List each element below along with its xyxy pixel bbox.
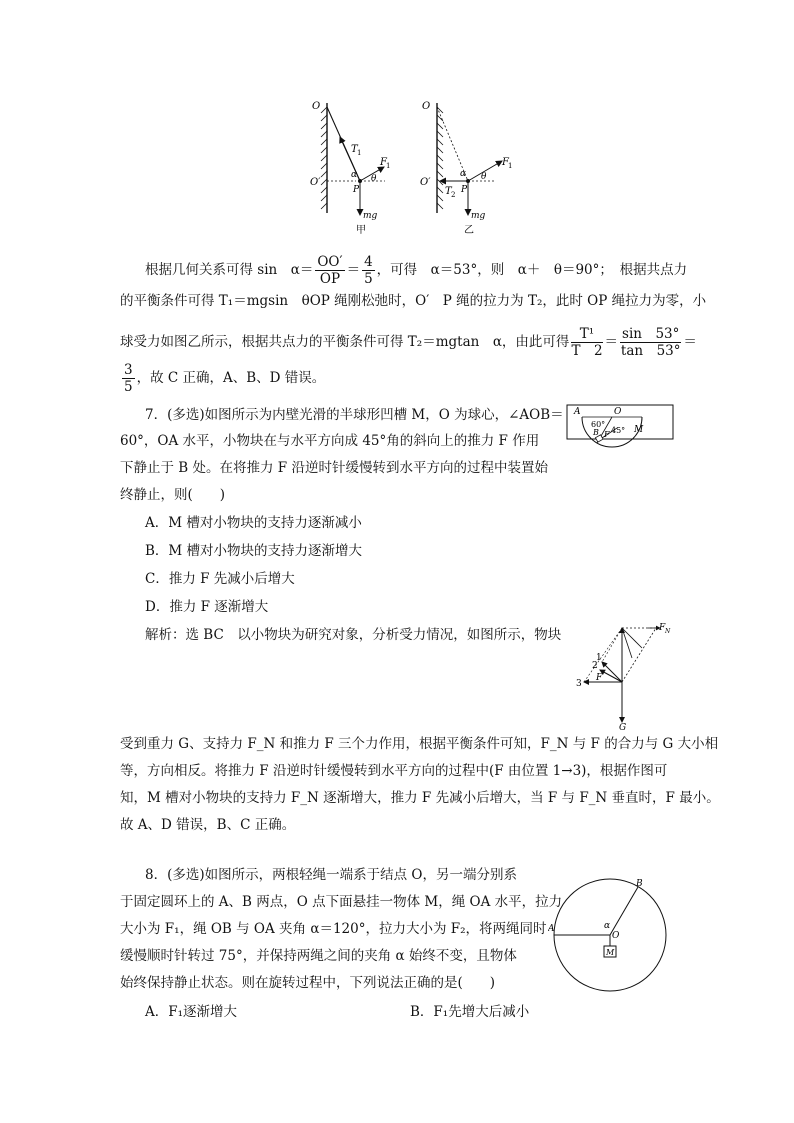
label-oprime: O′ bbox=[310, 177, 321, 188]
caption-yi: 乙 bbox=[464, 225, 474, 235]
label-theta: θ bbox=[371, 174, 377, 184]
q8-line5: 始终保持静止状态。则在旋转过程中，下列说法正确的是( ) bbox=[120, 975, 496, 991]
svg-text:O: O bbox=[614, 407, 622, 417]
svg-text:45°: 45° bbox=[611, 426, 626, 435]
q8-line1: 8．(多选)如图所示，两根轻绳一端系于结点 O，另一端分别系 bbox=[145, 867, 517, 883]
fraction: $\frac{\sin 53^\circ}{\tan 53^\circ}$ bbox=[620, 326, 681, 359]
label-a: A bbox=[548, 924, 555, 934]
svg-text:60°: 60° bbox=[591, 420, 606, 429]
para1-line3: 球受力如图乙所示，根据共点力的平衡条件可得 T₂＝mgtan α，由此可得 $\frac{\text{T¹}}{T 2}$ ＝ $\frac{\sin 53^\circ}{\tan 53^\circ}$ ＝ bbox=[120, 326, 697, 359]
para1-line1: 根据几何关系可得 sin α＝ $\frac{OO'}{OP}$ ＝ $\frac{4}{5}$ ，可得 α＝53°，则 α＋ θ＝90°； 根据共点力 bbox=[145, 254, 688, 287]
sol7-line4: 故 A、D 错误，B、C 正确。 bbox=[120, 817, 296, 833]
label-f1: F bbox=[380, 157, 387, 168]
q7-line4: 终静止，则( ) bbox=[120, 487, 226, 503]
label-t2: T bbox=[445, 186, 452, 197]
figure-yi bbox=[410, 95, 525, 235]
label-alpha: α bbox=[604, 921, 611, 931]
label-alpha: α bbox=[460, 169, 467, 179]
label-mg: mg bbox=[471, 211, 486, 221]
f-position-2 bbox=[600, 670, 622, 682]
svg-text:N: N bbox=[665, 628, 671, 635]
fraction: $\frac{3}{5}$ bbox=[124, 362, 133, 395]
figure-q8-ring bbox=[548, 876, 684, 998]
point-p bbox=[466, 179, 470, 183]
sol7-line3: 知，M 槽对小物块的支持力 F_N 逐渐增大，推力 F 先减小后增大，当 F 与 F_N 垂直时，F 最小。 bbox=[120, 790, 720, 806]
svg-text:B: B bbox=[593, 428, 599, 437]
label-mg: mg bbox=[363, 211, 378, 221]
label-m: M bbox=[606, 948, 615, 957]
svg-text:M: M bbox=[634, 425, 644, 435]
fraction: $\frac{\text{T¹}}{T 2}$ bbox=[571, 326, 603, 359]
q8-line4: 缓慢顺时针转过 75°，并保持两绳之间的夹角 α 始终不变，且物体 bbox=[120, 948, 517, 964]
fraction: $\frac{4}{5}$ bbox=[364, 254, 373, 287]
q7-line3: 下静止于 B 处。在将推力 F 沿逆时针缓慢转到水平方向的过程中装置始 bbox=[120, 460, 548, 476]
q7-option-a: A．M 槽对小物块的支持力逐渐减小 bbox=[145, 515, 362, 531]
q8-line3: 大小为 F₁，绳 OB 与 OA 夹角 α＝120°，拉力大小为 F₂，将两绳同时 bbox=[120, 921, 547, 937]
svg-text:2: 2 bbox=[451, 191, 456, 199]
label-2: 2 bbox=[592, 661, 598, 671]
figure-sol7-forces bbox=[570, 618, 680, 730]
label-p: P bbox=[353, 185, 360, 195]
label-3: 3 bbox=[576, 679, 582, 689]
figure-q7-hemisphere bbox=[562, 400, 682, 442]
fn-direction bbox=[622, 628, 656, 682]
svg-text:A: A bbox=[574, 407, 581, 417]
sol7-line2: 等，方向相反。将推力 F 沿逆时针缓慢转到水平方向的过程中(F 由位置 1→3)，根据作图可 bbox=[120, 763, 668, 779]
fraction: $\frac{OO'}{OP}$ bbox=[317, 254, 343, 287]
figure-jia bbox=[300, 95, 410, 235]
label-1: 1 bbox=[596, 653, 602, 663]
svg-text:1: 1 bbox=[386, 162, 391, 170]
q8-option-a: A．F₁逐渐增大 bbox=[145, 1004, 238, 1020]
label-f1: F bbox=[502, 157, 509, 168]
label-o: O bbox=[312, 101, 321, 112]
label-alpha: α bbox=[351, 170, 358, 180]
label-oprime: O′ bbox=[420, 177, 431, 188]
q8-option-b: B．F₁先增大后减小 bbox=[410, 1004, 530, 1020]
svg-text:1: 1 bbox=[357, 149, 362, 157]
rope-ob bbox=[610, 887, 638, 935]
q7-option-b: B．M 槽对小物块的支持力逐渐增大 bbox=[145, 543, 363, 559]
label-theta: θ bbox=[481, 172, 487, 182]
caption-jia: 甲 bbox=[356, 225, 366, 235]
label-fn: F bbox=[659, 623, 666, 633]
q7-option-d: D．推力 F 逐渐增大 bbox=[145, 599, 269, 615]
label-g: G bbox=[619, 723, 627, 730]
para1-line2: 的平衡条件可得 T₁＝mgsin θOP 绳刚松弛时，O′ P 绳的拉力为 T₂，此时 OP 绳拉力为零，小 bbox=[120, 293, 707, 309]
label-o: O bbox=[422, 101, 431, 112]
svg-text:F: F bbox=[604, 430, 610, 439]
label-b: B bbox=[636, 879, 643, 889]
svg-text:1: 1 bbox=[508, 162, 513, 170]
para1-line4: $\frac{3}{5}$ ，故 C 正确，A、B、D 错误。 bbox=[124, 362, 326, 395]
sol7-head: 解析：选 BC 以小物块为研究对象，分析受力情况，如图所示，物块 bbox=[145, 627, 562, 643]
q7-line1: 7．(多选)如图所示为内壁光滑的半球形凹槽 M，O 为球心，∠AOB＝ bbox=[145, 407, 564, 423]
q8-line2: 于固定圆环上的 A、B 两点，O 点下面悬挂一物体 M，绳 OA 水平，拉力 bbox=[120, 894, 563, 910]
label-t1: T bbox=[351, 144, 358, 155]
q7-option-c: C．推力 F 先减小后增大 bbox=[145, 571, 295, 587]
q7-line2: 60°，OA 水平，小物块在与水平方向成 45°角的斜向上的推力 F 作用 bbox=[120, 433, 540, 449]
label-o: O bbox=[612, 931, 620, 941]
label-f: F bbox=[596, 673, 603, 683]
label-p: P bbox=[461, 185, 468, 195]
point-p bbox=[358, 179, 362, 183]
sol7-line1: 受到重力 G、支持力 F_N 和推力 F 三个力作用，根据平衡条件可知，F_N 与 F 的合力与 G 大小相 bbox=[120, 736, 719, 752]
f-position-1 bbox=[602, 662, 622, 682]
